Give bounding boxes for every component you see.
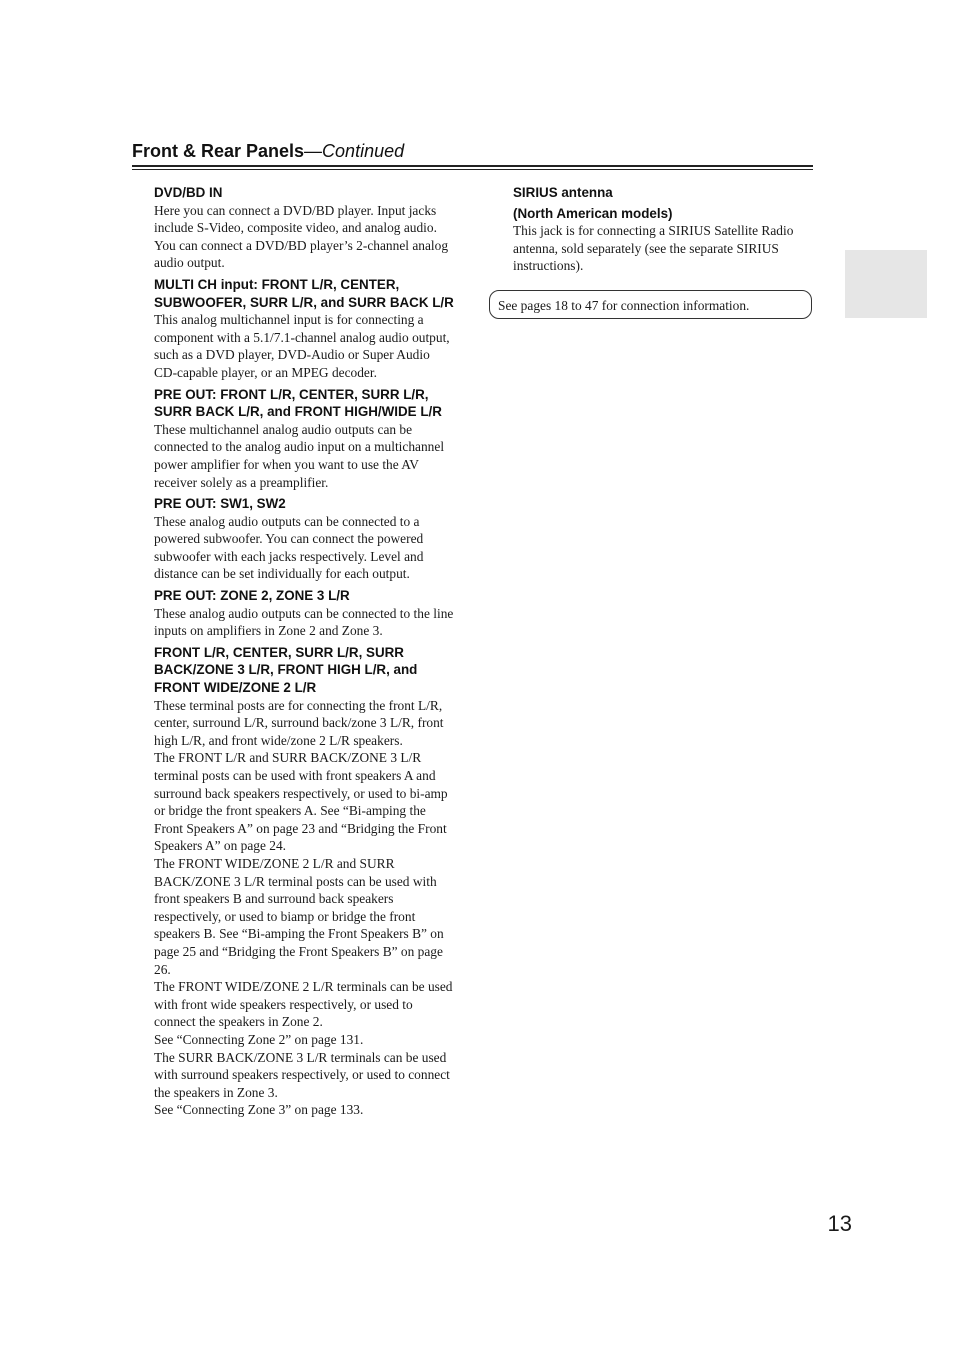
section-heading: FRONT L/R, CENTER, SURR L/R, SURR BACK/ZONE 3 L/R, FRONT HIGH L/R, and FRONT WIDE/ZONE 2 L/R: [154, 644, 418, 696]
section-heading: DVD/BD IN: [154, 185, 223, 200]
right-column: [513, 184, 813, 279]
section-body: These analog audio outputs can be connected to the line inputs on amplifiers in Zone 2 and Zone 3.: [154, 605, 454, 639]
section-body: The FRONT WIDE/ZONE 2 L/R terminals can be used with front wide speakers respectively, or used to connect the speakers in Zone 2.: [154, 979, 453, 1030]
page-number: 13: [827, 1211, 852, 1236]
left-column: [154, 184, 456, 1123]
section-body: The FRONT L/R and SURR BACK/ZONE 3 L/R terminal posts can be used with front speakers A and surround back speakers respectively, or used to bi-amp or bridge the front speakers A. See “Bi-amping the Front Speakers A” on page 23 and “Bridging the Front Speakers A” on page 24.: [154, 750, 448, 854]
section-multi-ch-input: [154, 276, 456, 382]
section-pre-out-zone: [154, 587, 456, 640]
section-heading: PRE OUT: ZONE 2, ZONE 3 L/R: [154, 588, 350, 604]
section-heading: PRE OUT: FRONT L/R, CENTER, SURR L/R, SURR BACK L/R, and FRONT HIGH/WIDE L/R: [154, 386, 442, 420]
section-body: See “Connecting Zone 3” on page 133.: [154, 1102, 364, 1118]
section-pre-out-front: [154, 386, 456, 492]
section-heading: SIRIUS antenna: [513, 185, 613, 200]
note-text: See pages 18 to 47 for connection information.: [498, 298, 750, 313]
chapter-tab: [845, 250, 927, 318]
section-pre-out-sw: [154, 495, 456, 583]
section-body: These multichannel analog audio outputs can be connected to the analog audio input on a multichannel power amplifier for when you want to use the AV receiver solely as a preamplifier.: [154, 421, 445, 490]
section-body: This analog multichannel input is for connecting a component with a 5.1/7.1-channel analog audio output, such as a DVD player, DVD-Audio or Super Audio CD-capable player, or an MPEG decoder.: [154, 312, 450, 380]
header-continued: —Continued: [304, 141, 405, 161]
section-heading: MULTI CH input: FRONT L/R, CENTER, SUBWOOFER, SURR L/R, and SURR BACK L/R: [154, 276, 454, 310]
section-body: These analog audio outputs can be connected to a powered subwoofer. You can connect the powered subwoofer with each jacks respectively. Level and distance can be set individually for each output.: [154, 513, 424, 582]
section-sirius-antenna: [513, 184, 813, 275]
section-heading: PRE OUT: SW1, SW2: [154, 496, 286, 512]
section-body: These terminal posts are for connecting the front L/R, center, surround L/R, surround back/zone 3 L/R, front high L/R, and front wide/zone 2 L/R speakers.: [154, 697, 444, 748]
header-rule-thin: [132, 169, 813, 170]
section-body: The FRONT WIDE/ZONE 2 L/R and SURR BACK/ZONE 3 L/R terminal posts can be used with front speakers B and surround back speakers respectively, or used to biamp or bridge the front speakers B. See “Bi-amping the Front Speakers B” on page 25 and “Bridging the Front Speakers B” on page 26.: [154, 855, 444, 977]
section-body: See “Connecting Zone 2” on page 131.: [154, 1031, 364, 1047]
header-rule: [132, 165, 813, 167]
section-subheading: (North American models): [513, 205, 673, 221]
note-box: [489, 290, 812, 319]
section-speaker-terminals: [154, 644, 456, 1119]
header-title: Front & Rear Panels: [132, 141, 305, 161]
section-body: The SURR BACK/ZONE 3 L/R terminals can be used with surround speakers respectively, or used to connect the speakers in Zone 3.: [154, 1049, 450, 1100]
section-body: This jack is for connecting a SIRIUS Satellite Radio antenna, sold separately (see the separate SIRIUS instructions).: [513, 223, 794, 274]
section-header: [132, 139, 813, 163]
section-body: Here you can connect a DVD/BD player. Input jacks include S-Video, composite video, and analog audio. You can connect a DVD/BD player’s 2-channel analog audio output.: [154, 202, 449, 271]
section-dvd-bd-in: [154, 184, 456, 272]
